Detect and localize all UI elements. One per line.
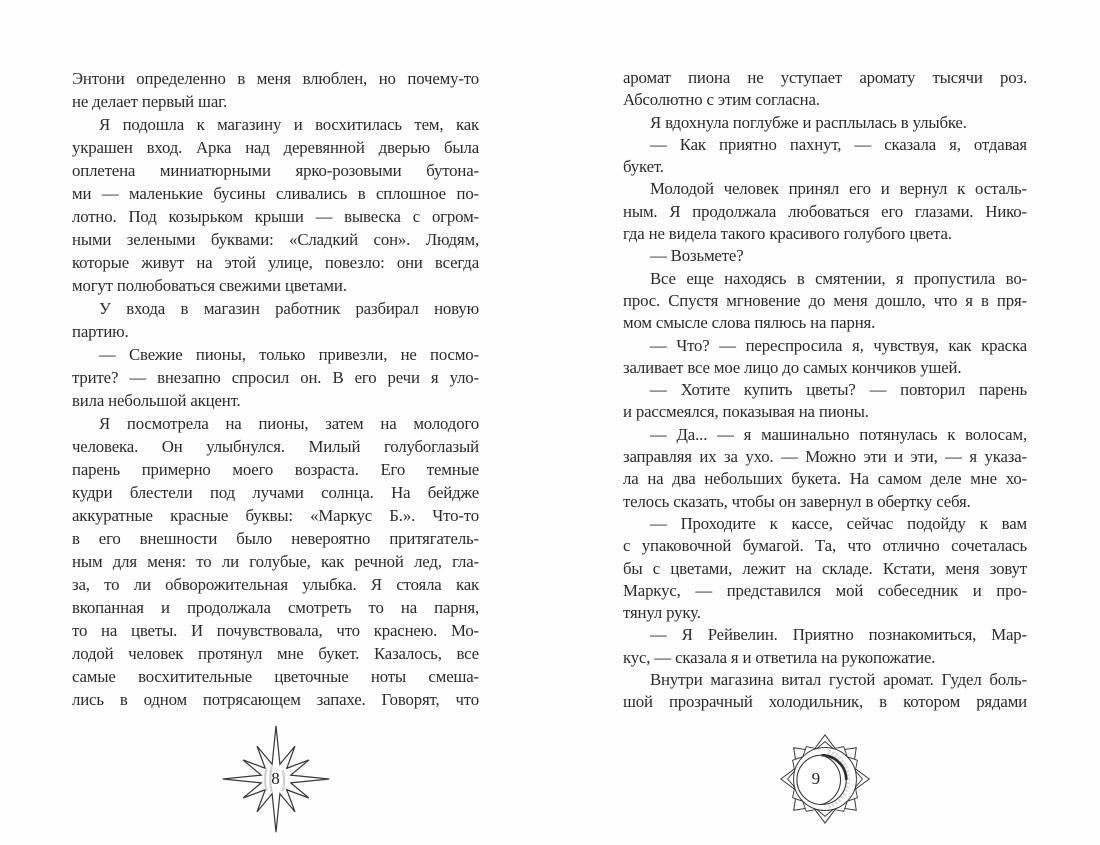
text-line: аккуратные красные буквы: «Маркус Б.». Что-то	[72, 506, 479, 525]
sun-moon-icon	[774, 728, 876, 830]
text-line: и рассмеялся, показывая на пионы.	[623, 402, 869, 422]
paragraph	[623, 268, 1027, 335]
text-line: украшен вход. Арка над деревянной дверью была	[72, 138, 479, 157]
text-line: которые живут на этой улице, повезло: они всегда	[72, 253, 479, 272]
paragraph	[623, 669, 1027, 714]
text-line: аромат пиона не уступает аромату тысячи роз.	[623, 68, 1027, 87]
text-line: прос. Спустя мгновение до меня дошло, что я в пря-	[623, 290, 1027, 310]
paragraph	[72, 113, 479, 297]
page-number: 9	[811, 768, 821, 788]
text-line: за, то ли обворожительная улыбка. Я стояла как	[72, 575, 479, 594]
text-line: Я вдохнула поглубже и расплылась в улыбке.	[650, 112, 967, 132]
text-line: вила небольшой акцент.	[72, 391, 241, 410]
text-line: лодой человек протянул мне букет. Казалось, все	[72, 644, 479, 663]
text-line: трите? — внезапно спросил он. В его речи я уло-	[72, 368, 479, 387]
text-line: — Проходите к кассе, сейчас подойду к вам	[650, 513, 1027, 533]
text-line: не делает первый шаг.	[72, 92, 228, 111]
page-9-footer-ornament	[774, 728, 876, 830]
text-line: самые восхитительные цветочные ноты смеша-	[72, 667, 479, 686]
text-line: заправляя их за ухо. — Можно эти и эти, — я указа-	[623, 447, 1027, 467]
text-line: Энтони определенно в меня влюблен, но почему-то	[72, 69, 479, 88]
text-line: шой прозрачный холодильник, в котором рядами	[623, 692, 1027, 712]
text-line: лись в одном потрясающем запахе. Говорят, что	[72, 690, 479, 709]
text-line: — Я Рейвелин. Приятно познакомиться, Мар-	[650, 625, 1027, 645]
paragraph	[623, 178, 1027, 245]
text-line: — Хотите купить цветы? — повторил парень	[650, 380, 1027, 400]
text-line: Все еще находясь в смятении, я пропустила во-	[650, 268, 1027, 288]
page-9-text-column	[623, 67, 1027, 714]
text-line: — Возьмете?	[650, 246, 744, 266]
text-line: могут полюбоваться свежими цветами.	[72, 276, 347, 295]
text-line: парень примерно моего возраста. Его темные	[72, 460, 479, 479]
text-line: партию.	[72, 322, 129, 341]
text-line: гда не видела такого красивого голубого цвета.	[623, 224, 952, 244]
text-line: бы с цветами, лежит на складе. Кстати, меня зовут	[623, 558, 1027, 578]
text-line: тянул руку.	[623, 603, 701, 623]
paragraph	[623, 624, 1027, 669]
text-line: телось сказать, чтобы он завернул в обертку себя.	[623, 491, 971, 511]
text-line: Я посмотрела на пионы, затем на молодого	[99, 414, 479, 433]
text-line: вкопанная и продолжала смотреть то на парня,	[72, 598, 479, 617]
paragraph	[623, 513, 1027, 624]
text-line: кудри блестели под лучами солнца. На бейдже	[72, 483, 479, 502]
text-line: Маркус, — представился мой собеседник и про-	[623, 580, 1027, 600]
text-line: в его внешности было невероятно притягатель-	[72, 529, 479, 548]
paragraph	[623, 335, 1027, 380]
text-line: заливает все мое лицо до самых кончиков ушей.	[623, 357, 962, 377]
text-line: — Да... — я машинально потянулась к волосам,	[650, 424, 1027, 444]
page-number: 8	[271, 768, 280, 788]
paragraph	[623, 67, 1027, 112]
text-line: ным для меня: то ли голубые, как речной лед, гла-	[72, 552, 479, 571]
text-line: Я подошла к магазину и восхитилась тем, как	[99, 115, 479, 134]
text-line: ла на два небольших букета. На самом деле мне хо-	[623, 469, 1027, 489]
paragraph	[72, 297, 479, 343]
text-line: мом смысле слова пялюсь на парня.	[623, 313, 876, 333]
text-line: — Что? — переспросила я, чувствуя, как краска	[650, 335, 1027, 355]
paragraph	[623, 245, 1027, 267]
page-8-text-column	[72, 67, 479, 711]
page-9	[623, 0, 1027, 845]
text-line: ными зелеными буквами: «Сладкий сон». Людям,	[72, 230, 479, 249]
text-line: лотно. Под козырьком крыши — вывеска с огром-	[72, 207, 479, 226]
text-line: кус, — сказала я и ответила на рукопожатие.	[623, 647, 936, 667]
text-line: букет.	[623, 157, 664, 177]
text-line: Молодой человек принял его и вернул к осталь-	[650, 179, 1027, 199]
paragraph	[72, 343, 479, 412]
text-line: ми — маленькие бусины сливались в сплошное по-	[72, 184, 479, 203]
paragraph	[72, 67, 479, 113]
text-line: оплетена миниатюрными ярко-розовыми бутона-	[72, 161, 479, 180]
text-line: то на цветы. И почувствовала, что краснею. Мо-	[72, 621, 479, 640]
page-8	[72, 0, 479, 845]
text-line: У входа в магазин работник разбирал новую	[99, 299, 479, 318]
text-line: Абсолютно с этим согласна.	[623, 90, 820, 110]
text-line: — Как приятно пахнут, — сказала я, отдавая	[650, 134, 1027, 154]
text-line: с упаковочной бумагой. Та, что отлично сочеталась	[623, 536, 1027, 556]
paragraph	[623, 112, 1027, 134]
page-8-footer-ornament	[219, 722, 333, 836]
text-line: — Свежие пионы, только привезли, не посмо-	[99, 345, 479, 364]
text-line: Внутри магазина витал густой аромат. Гудел боль-	[650, 670, 1027, 690]
paragraph	[623, 134, 1027, 179]
paragraph	[623, 379, 1027, 424]
text-line: человека. Он улыбнулся. Милый голубоглазый	[72, 437, 479, 456]
paragraph	[72, 412, 479, 711]
paragraph	[623, 424, 1027, 513]
text-line: ным. Я продолжала любоваться его глазами. Нико-	[623, 201, 1027, 221]
